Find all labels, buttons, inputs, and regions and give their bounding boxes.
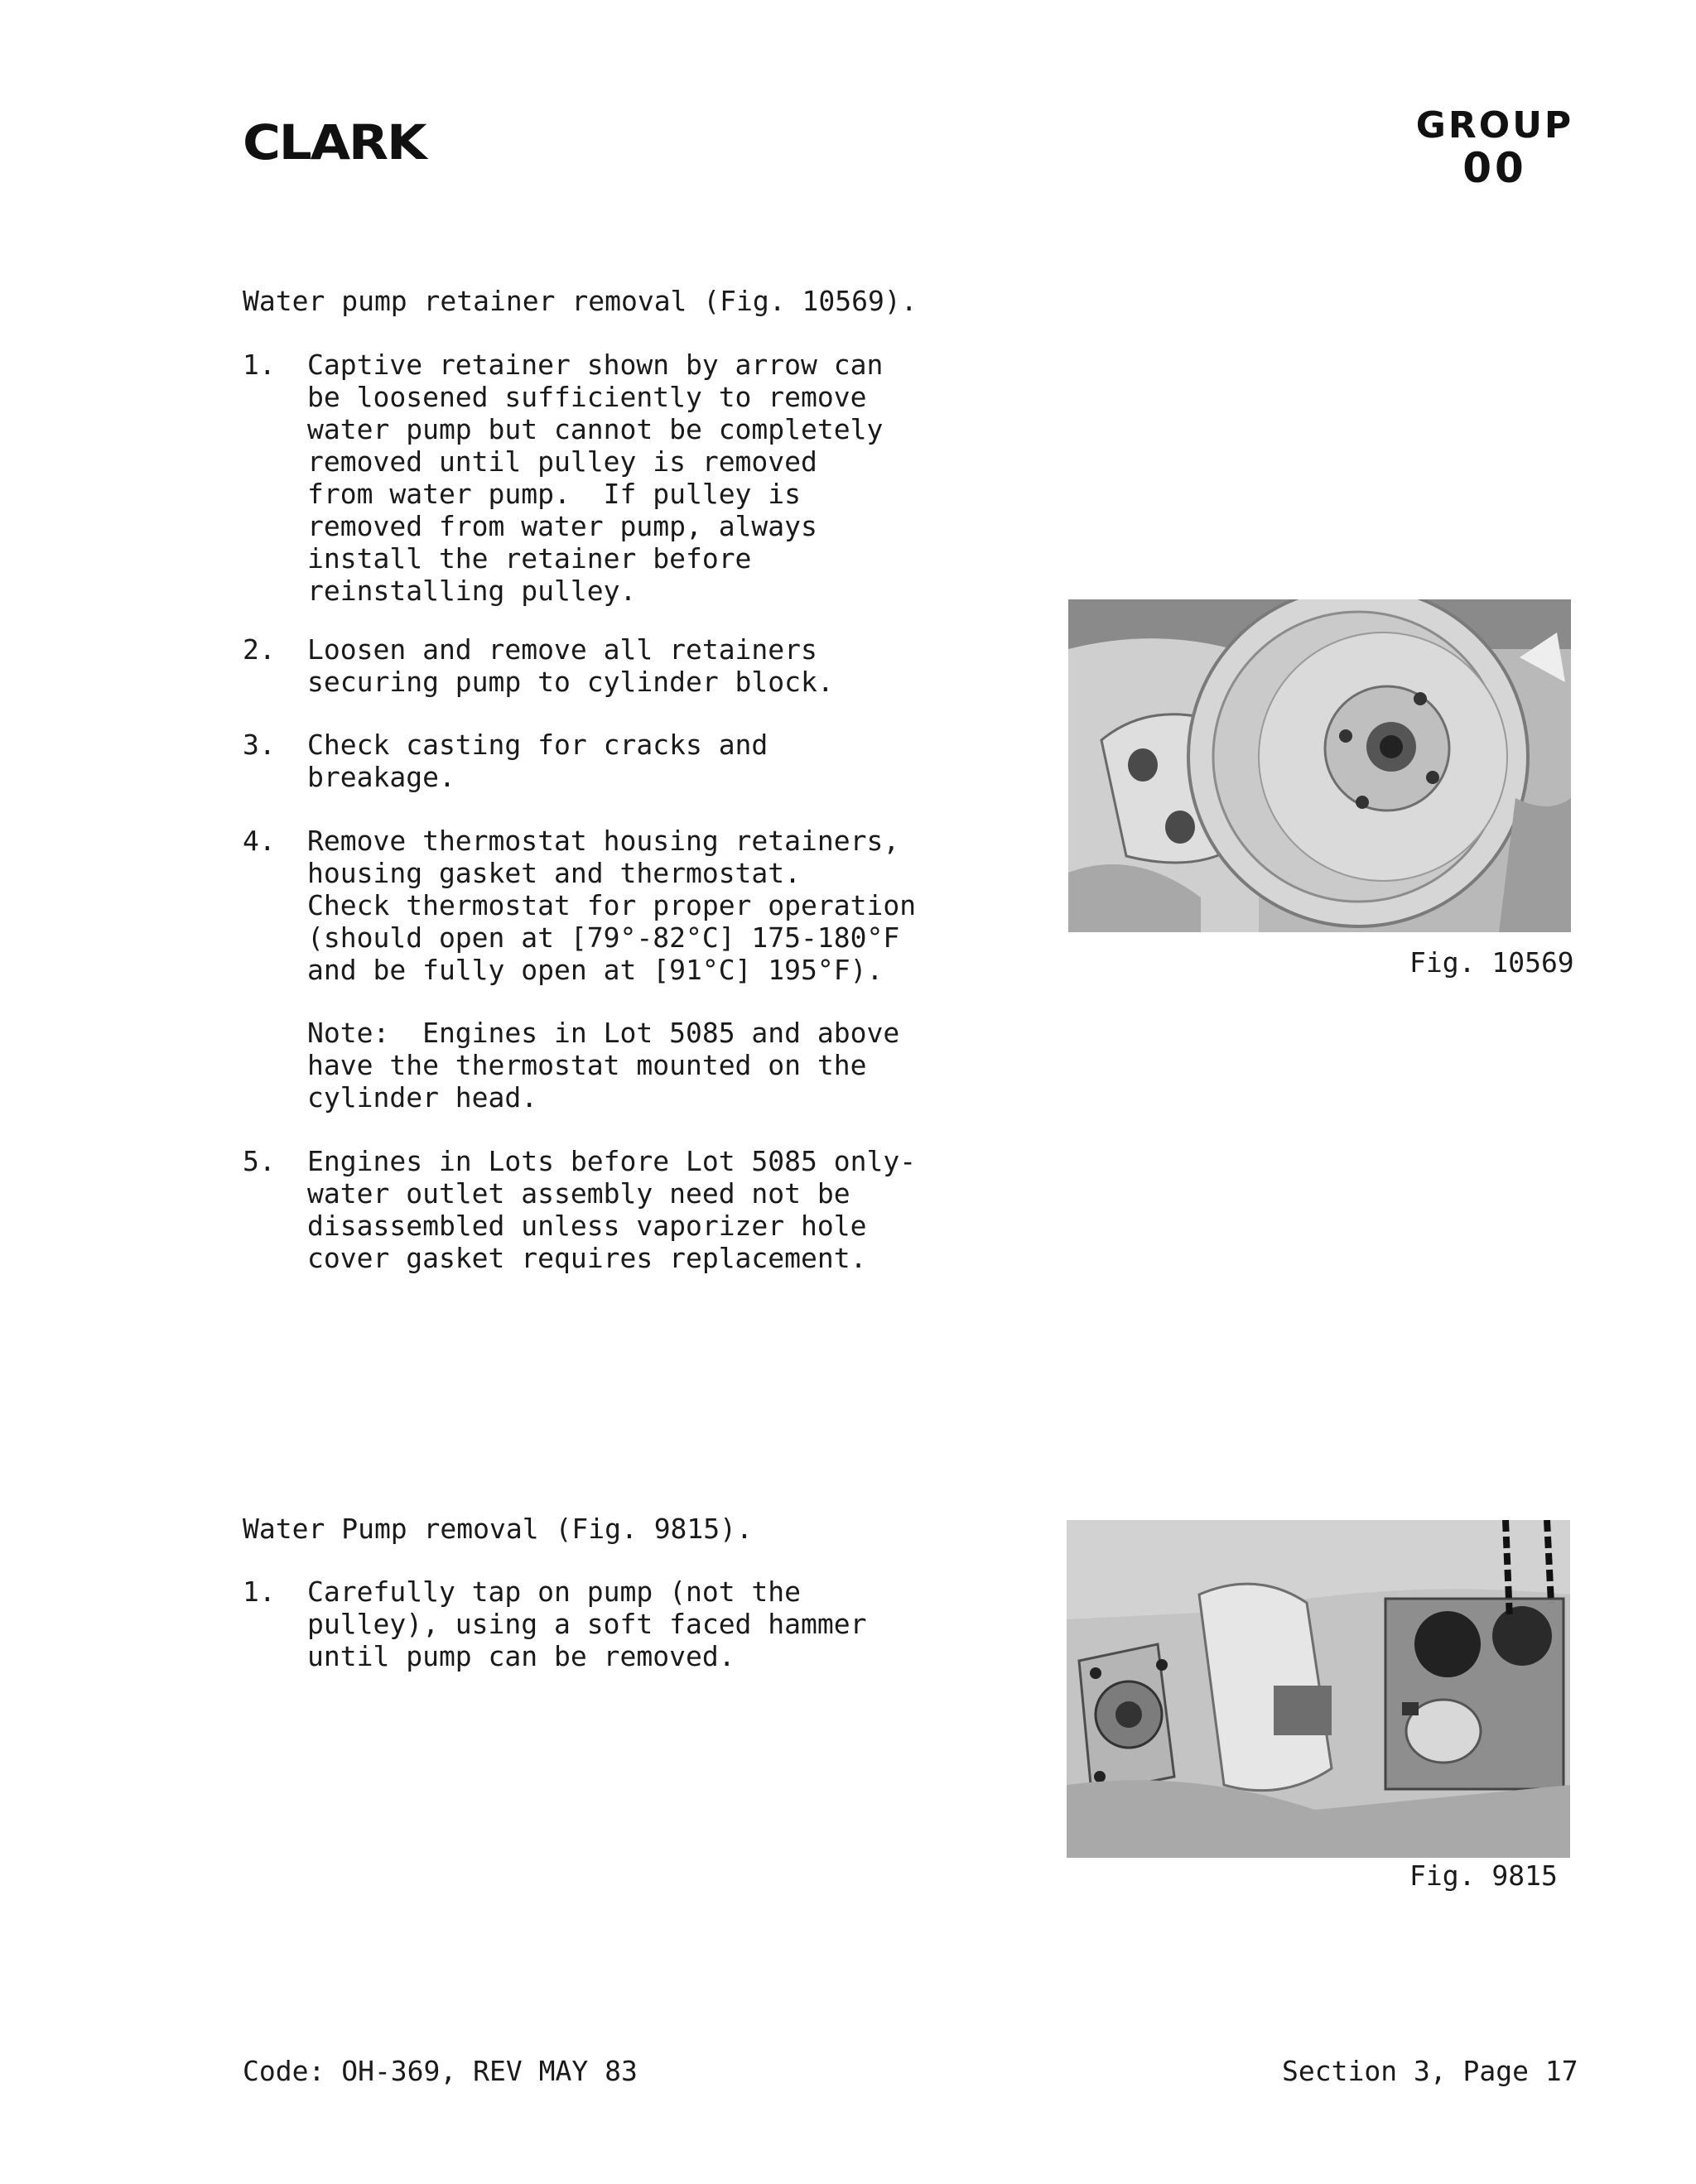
step-number: 4. — [243, 825, 276, 857]
section1-step-4 — [243, 825, 917, 986]
step-number: 2. — [243, 633, 276, 666]
figure-10569-photo — [1068, 599, 1571, 932]
section1-step-1 — [243, 349, 884, 607]
section2-step-1 — [243, 1575, 867, 1672]
clark-logo: CLARK — [243, 114, 426, 171]
step-text: Captive retainer shown by arrow can be loosened sufficiently to remove water pump but cannot be completely removed until pulley is removed from water pump. If pulley is removed from water pump, always install the retainer before reinstalling pulley. — [307, 349, 884, 607]
section1-note — [243, 1017, 900, 1114]
step-number: 1. — [243, 1575, 276, 1608]
step-number: 5. — [243, 1145, 276, 1177]
section2-heading: Water Pump removal (Fig. 9815). — [243, 1513, 753, 1545]
step-text: Check casting for cracks and breakage. — [307, 729, 768, 793]
group-title: GROUP — [1415, 104, 1574, 147]
step-text: Carefully tap on pump (not the pulley), using a soft faced hammer until pump can be removed. — [307, 1575, 867, 1672]
step-text: Engines in Lots before Lot 5085 only- water outlet assembly need not be disassembled unless vaporizer hole cover gasket requires replacement. — [307, 1145, 917, 1274]
footer-code: Code: OH-369, REV MAY 83 — [243, 2055, 638, 2087]
section1-step-2 — [243, 633, 834, 730]
figure-9815-caption: Fig. 9815 — [1409, 1859, 1558, 1892]
step-text: Remove thermostat housing retainers, housing gasket and thermostat. Check thermostat for proper operation (should open at [79°-82°C] 175-180°F and be fully open at [91°C] 195°F). — [307, 825, 917, 986]
step-number: 3. — [243, 729, 276, 761]
section1-step-3 — [243, 729, 768, 825]
step-number: 1. — [243, 349, 276, 381]
step-text: Loosen and remove all retainers securing pump to cylinder block. — [307, 633, 834, 698]
section1-heading: Water pump retainer removal (Fig. 10569). — [243, 285, 918, 317]
figure-9815-photo — [1067, 1520, 1570, 1858]
group-number: 00 — [1462, 144, 1527, 192]
note-text: Note: Engines in Lot 5085 and above have the thermostat mounted on the cylinder head. — [307, 1017, 900, 1114]
figure-10569-caption: Fig. 10569 — [1409, 946, 1574, 979]
section1-step-5 — [243, 1145, 917, 1274]
group-label — [1408, 104, 1582, 192]
footer-page-number: Section 3, Page 17 — [1282, 2055, 1578, 2087]
